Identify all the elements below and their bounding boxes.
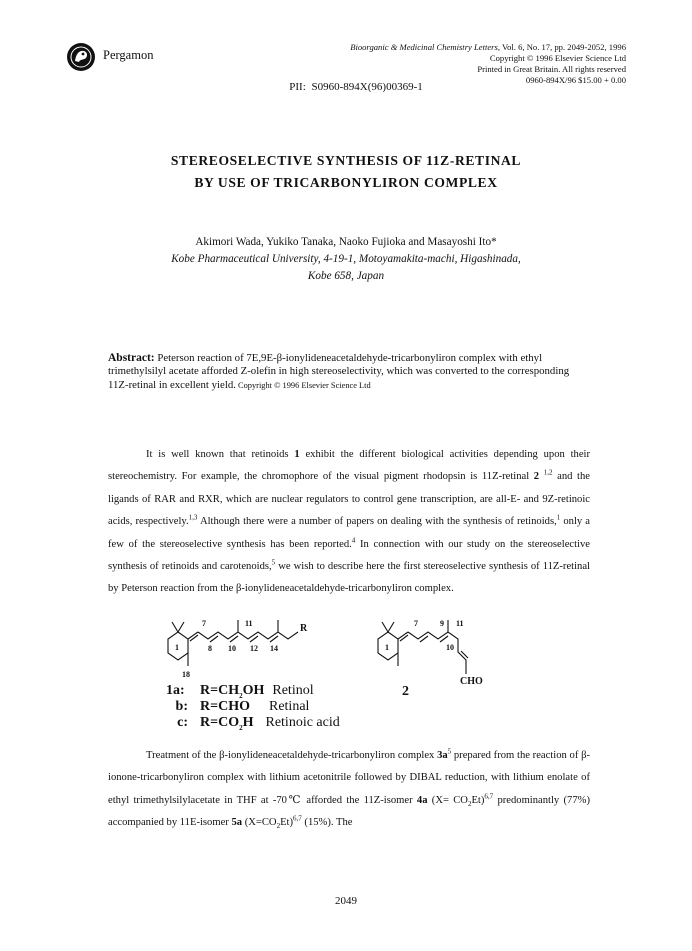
atom-label: 12 xyxy=(250,644,258,653)
title-line-1: STEREOSELECTIVE SYNTHESIS OF 11Z-RETINAL xyxy=(170,153,522,168)
citation: 1,2 xyxy=(543,468,553,477)
affiliation-line-1: Kobe Pharmaceutical University, 4-19-1, Motoyamakita-machi, Higashinada, xyxy=(171,253,521,265)
atom-label: 1 xyxy=(385,643,389,652)
affiliation-line-2: Kobe 658, Japan xyxy=(307,270,385,282)
legend-row-1c: c: $R=CO_2H$ Retinoic acid xyxy=(177,715,340,732)
citation: 4 xyxy=(351,536,356,545)
paper-title xyxy=(0,150,692,194)
author-block xyxy=(0,234,692,285)
aldehyde-label: CHO xyxy=(460,676,483,687)
legend-row-1a: 1a: $R=CH_2OH$ Retinol xyxy=(166,683,314,700)
citation: 1,3 xyxy=(188,513,198,522)
body-paragraph-2: Treatment of the β-ionylideneacetaldehyde-tricarbonyliron complex $3a^5$ prepared from the reaction of β-ionone-tricarbonyliron complex with lithium acetonitrile followed by DIBAL reduction, with lithium enolate of ethyl trimethylsilylacetate in THF at -70℃ afforded the 11Z-isomer 4a $(X= CO_2Et)^{6,7}$ predominantly (77%) accompanied by 11E-isomer 5a $(X=CO_2Et)^{6,7}$ (15%). The xyxy=(108,747,590,831)
author-names: Akimori Wada, Yukiko Tanaka, Naoko Fujioka and Masayoshi Ito* xyxy=(195,236,497,248)
atom-label: 14 xyxy=(270,644,278,653)
legend-row-1b: b: R=CHO Retinal xyxy=(175,699,310,714)
citation: 1 xyxy=(556,513,561,522)
citation: 5 xyxy=(271,558,276,567)
printed-line: Printed in Great Britain. All rights reserved xyxy=(477,64,626,74)
atom-label: 8 xyxy=(208,644,212,653)
atom-label: 9 xyxy=(440,619,444,628)
publisher-name: Pergamon xyxy=(103,48,154,62)
pii-value: S0960-894X(96)00369-1 xyxy=(311,81,423,93)
atom-label: 7 xyxy=(414,619,418,628)
journal-citation: Bioorganic & Medicinal Chemistry Letters, Vol. 6, No. 17, pp. 2049-2052, 1996 xyxy=(350,42,626,52)
citation: 6,7 xyxy=(484,792,494,801)
atom-label: 10 xyxy=(228,644,236,653)
compound-2-label: 2 xyxy=(402,684,409,699)
pii-label: PII: xyxy=(289,81,306,93)
compound-legend xyxy=(166,683,340,731)
atom-label: 1 xyxy=(175,643,179,652)
issn-line: 0960-894X/96 $15.00 + 0.00 xyxy=(525,75,626,85)
abstract xyxy=(108,352,588,392)
abstract-copyright: Copyright © 1996 Elsevier Science Ltd xyxy=(235,380,371,390)
copyright-line: Copyright © 1996 Elsevier Science Ltd xyxy=(489,53,626,63)
abstract-label: Abstract: xyxy=(108,352,155,364)
page-number: 2049 xyxy=(335,895,357,907)
retinoid-structures-diagram xyxy=(150,612,550,692)
citation: 6,7 xyxy=(293,814,302,823)
atom-label: 10 xyxy=(446,643,454,652)
r-group-label: R xyxy=(300,623,308,634)
body-paragraph-1: It is well known that retinoids 1 exhibit the different biological activities depending upon their stereochemistry. For example, the chromophore of the visual pigment rhodopsin is 11Z-retinal 2 $^{1,2}$ and the ligands of RAR and RXR, which are nuclear regulators to control gene transcription, are all-E- and 9Z-retinoic acids, respectively.$^{1,3}$ Although there were a number of papers on dealing with the synthesis of retinoids,$^1$ only a few of the stereoselective synthesis has been reported.$^4$ In connection with our study on the stereoselective synthesis of retinoids and carotenoids,$^5$ we wish to describe here the first stereoselective synthesis of 11Z-retinal by Peterson reaction from the β-ionylideneacetaldehyde-tricarbonyliron complex. xyxy=(108,449,591,595)
citation: 5 xyxy=(447,747,452,756)
title-line-2: BY USE OF TRICARBONYLIRON COMPLEX xyxy=(194,175,498,190)
pergamon-logo-icon xyxy=(66,42,96,72)
atom-label: 18 xyxy=(182,670,190,679)
journal-info xyxy=(296,42,626,86)
atom-label: 7 xyxy=(202,619,206,628)
structure-2 xyxy=(378,620,468,674)
structure-1 xyxy=(168,620,298,666)
pii-line xyxy=(0,81,692,93)
atom-label: 11 xyxy=(245,619,253,628)
atom-label: 11 xyxy=(456,619,464,628)
abstract-text: Peterson reaction of 7E,9E-β-ionylideneacetaldehyde-tricarbonyliron complex with ethyl trimethylsilyl acetate afforded Z-olefin in high stereoselectivity, which was converted to the corresponding 11Z-retinal in excellent yield. xyxy=(108,352,570,391)
